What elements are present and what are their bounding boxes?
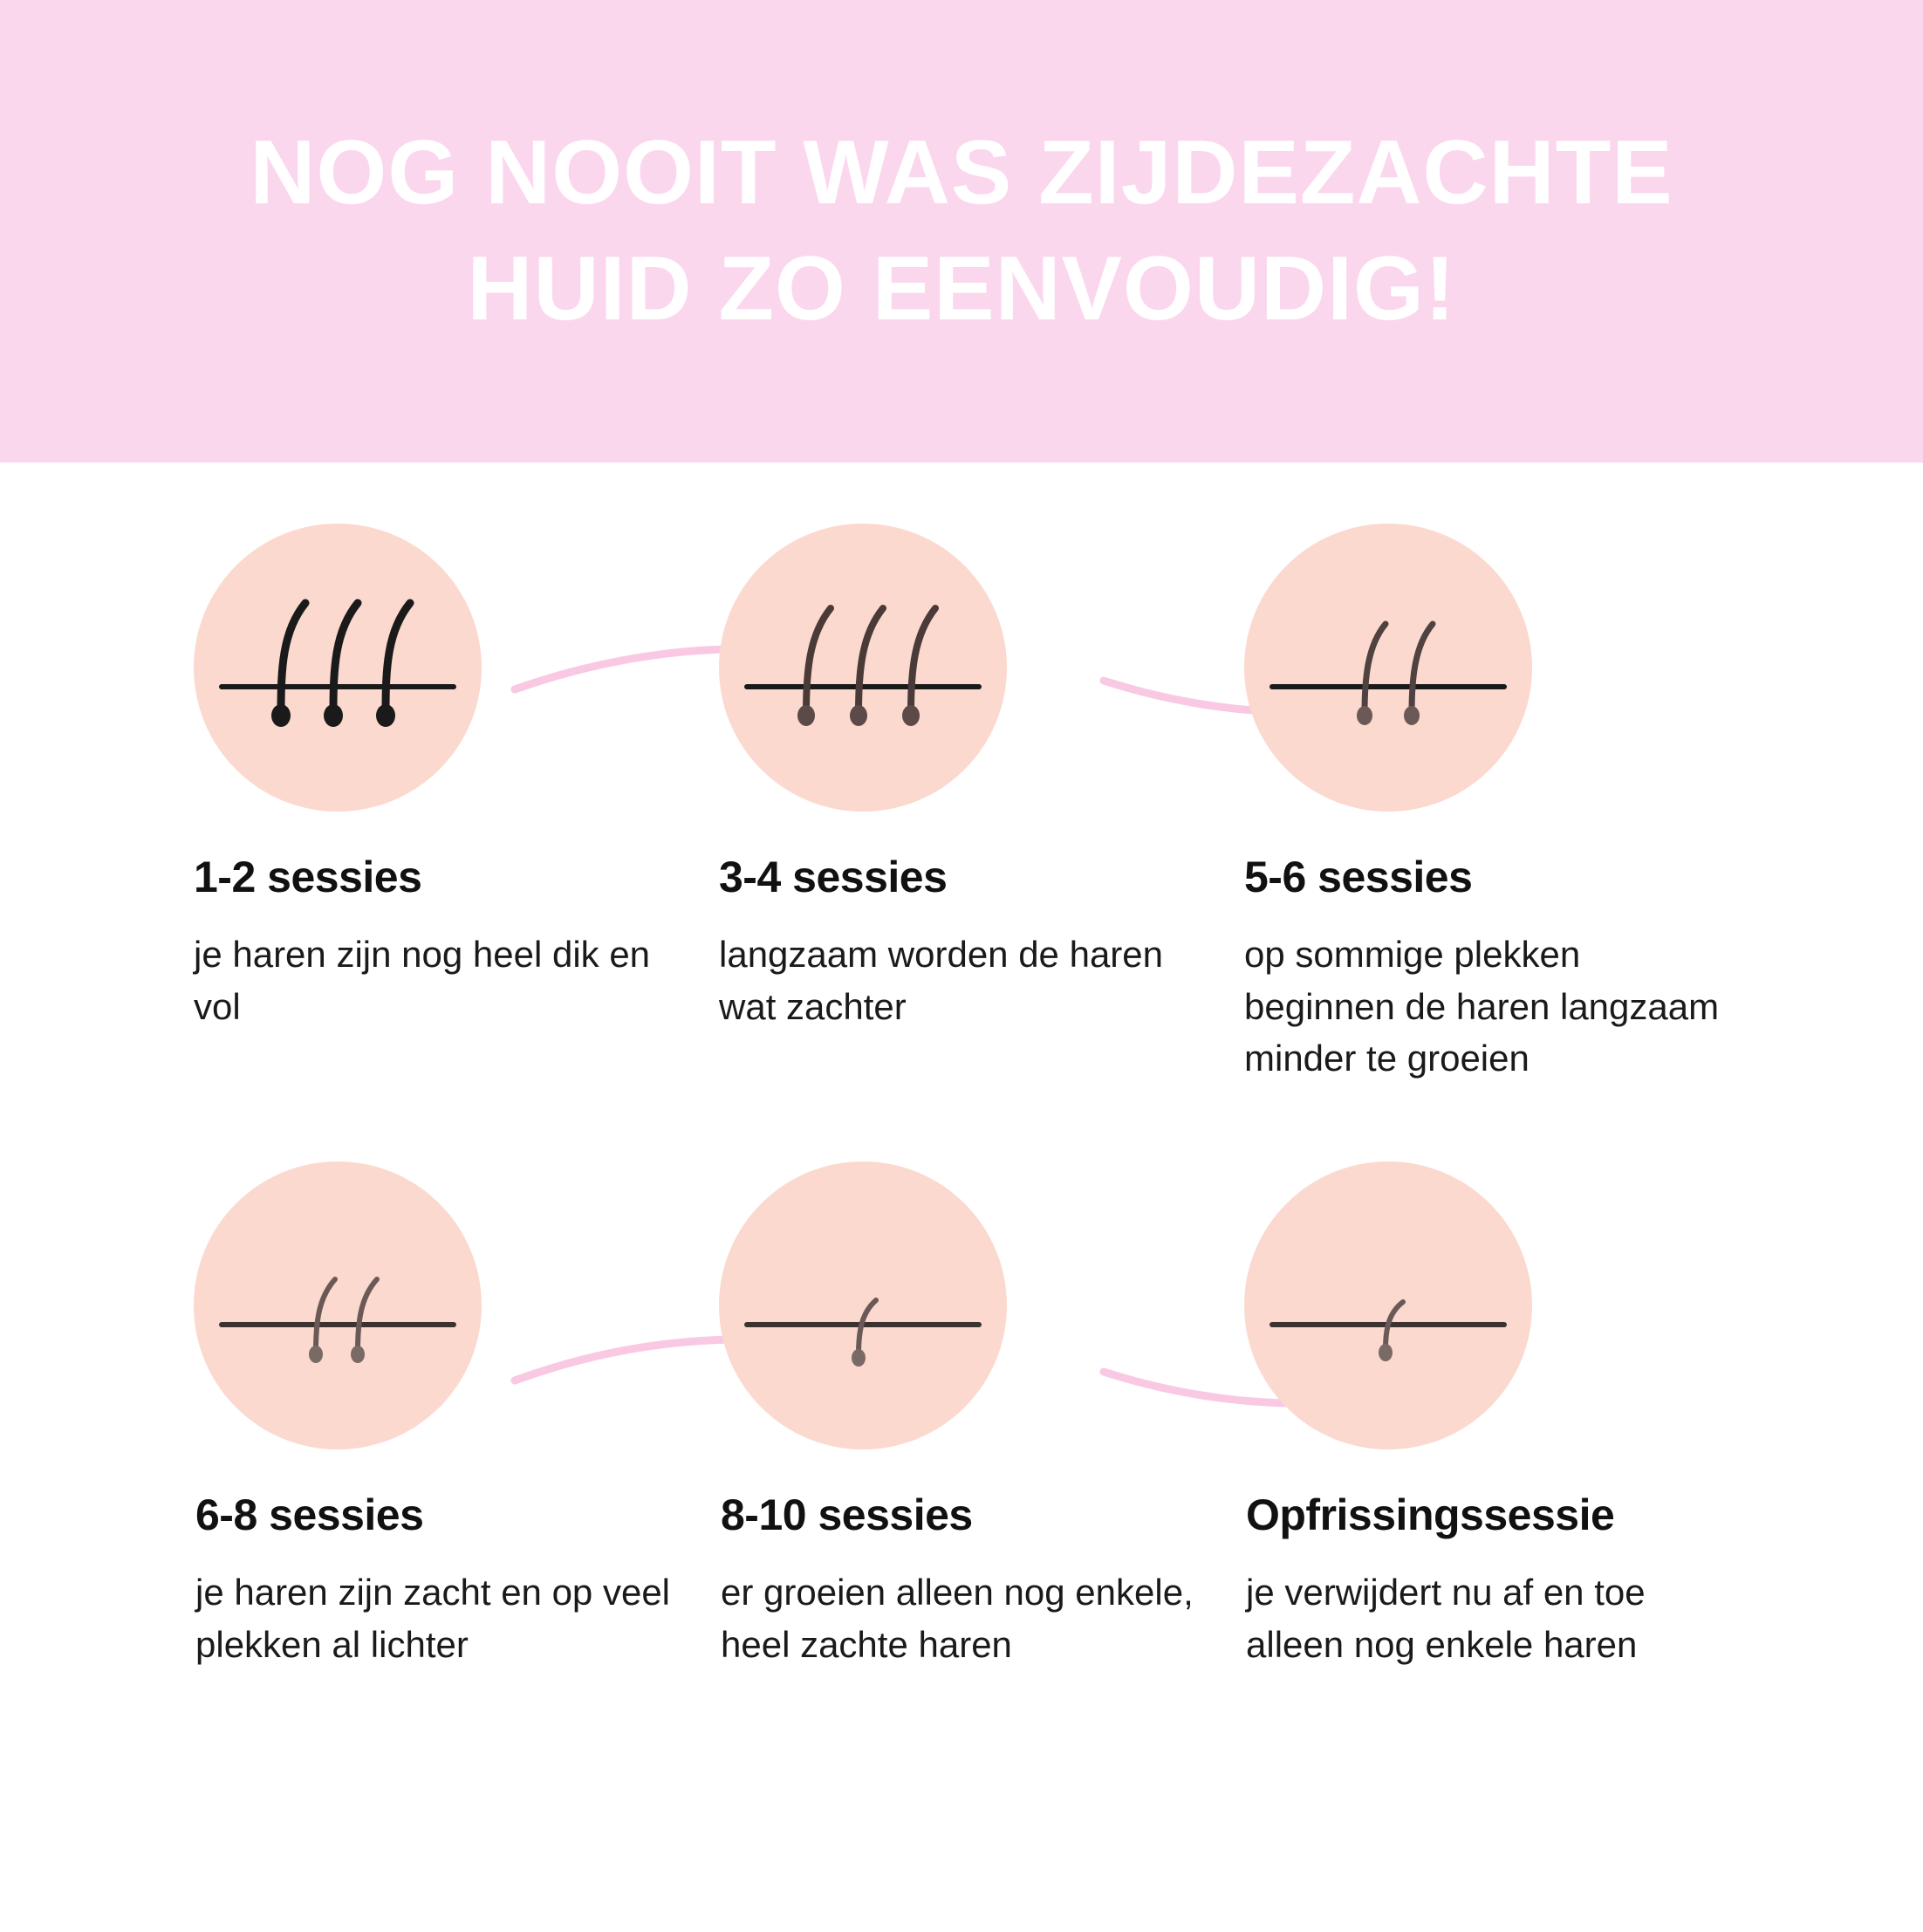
diagram-row-1 — [183, 524, 1740, 1085]
hair-follicles-soft-icon — [211, 1227, 464, 1384]
step-5-title: 8-10 sessies — [721, 1490, 973, 1539]
step-2-illustration — [719, 524, 1007, 812]
step-3-description: op sommige plekken beginnen de haren langzaam minder te groeien — [1244, 934, 1720, 1079]
step-2-title: 3-4 sessies — [719, 853, 948, 901]
step-6-description: je verwijdert nu af en toe alleen nog enkele haren — [1246, 1571, 1646, 1665]
sessions-progress-diagram — [0, 462, 1923, 1932]
step-4-title: 6-8 sessies — [195, 1490, 424, 1539]
headline-line-2: HUID ZO EENVOUDIG! — [467, 238, 1456, 339]
step-5-illustration — [719, 1161, 1007, 1449]
headline-line-1: NOG NOOIT WAS ZIJDEZACHTE — [250, 121, 1673, 223]
step-4-description: je haren zijn zacht en op veel plekken al lichter — [195, 1571, 671, 1665]
step-card-6 — [1234, 1161, 1740, 1670]
step-3-illustration — [1244, 524, 1532, 812]
step-5-description: er groeien alleen nog enkele, heel zachte haren — [721, 1571, 1194, 1665]
step-1-title: 1-2 sessies — [194, 853, 422, 901]
step-3-title: 5-6 sessies — [1244, 853, 1473, 901]
step-6-illustration — [1244, 1161, 1532, 1449]
hair-follicles-thick-icon — [211, 589, 464, 746]
hair-follicles-medium-icon — [736, 589, 989, 746]
step-card-3 — [1234, 524, 1740, 1085]
step-card-4 — [183, 1161, 689, 1670]
step-1-illustration — [194, 524, 482, 812]
diagram-row-2 — [183, 1161, 1740, 1670]
header-banner — [0, 0, 1923, 462]
hair-follicle-single-icon — [736, 1227, 989, 1384]
hair-follicles-two-icon — [1262, 589, 1515, 746]
step-1-description: je haren zijn nog heel dik en vol — [194, 934, 651, 1027]
step-4-illustration — [194, 1161, 482, 1449]
step-2-description: langzaam worden de haren wat zachter — [719, 934, 1164, 1027]
hair-follicle-single-short-icon — [1262, 1227, 1515, 1384]
step-card-2 — [708, 524, 1215, 1032]
step-6-title: Opfrissingssessie — [1246, 1490, 1615, 1539]
step-card-5 — [708, 1161, 1215, 1670]
step-card-1 — [183, 524, 689, 1032]
